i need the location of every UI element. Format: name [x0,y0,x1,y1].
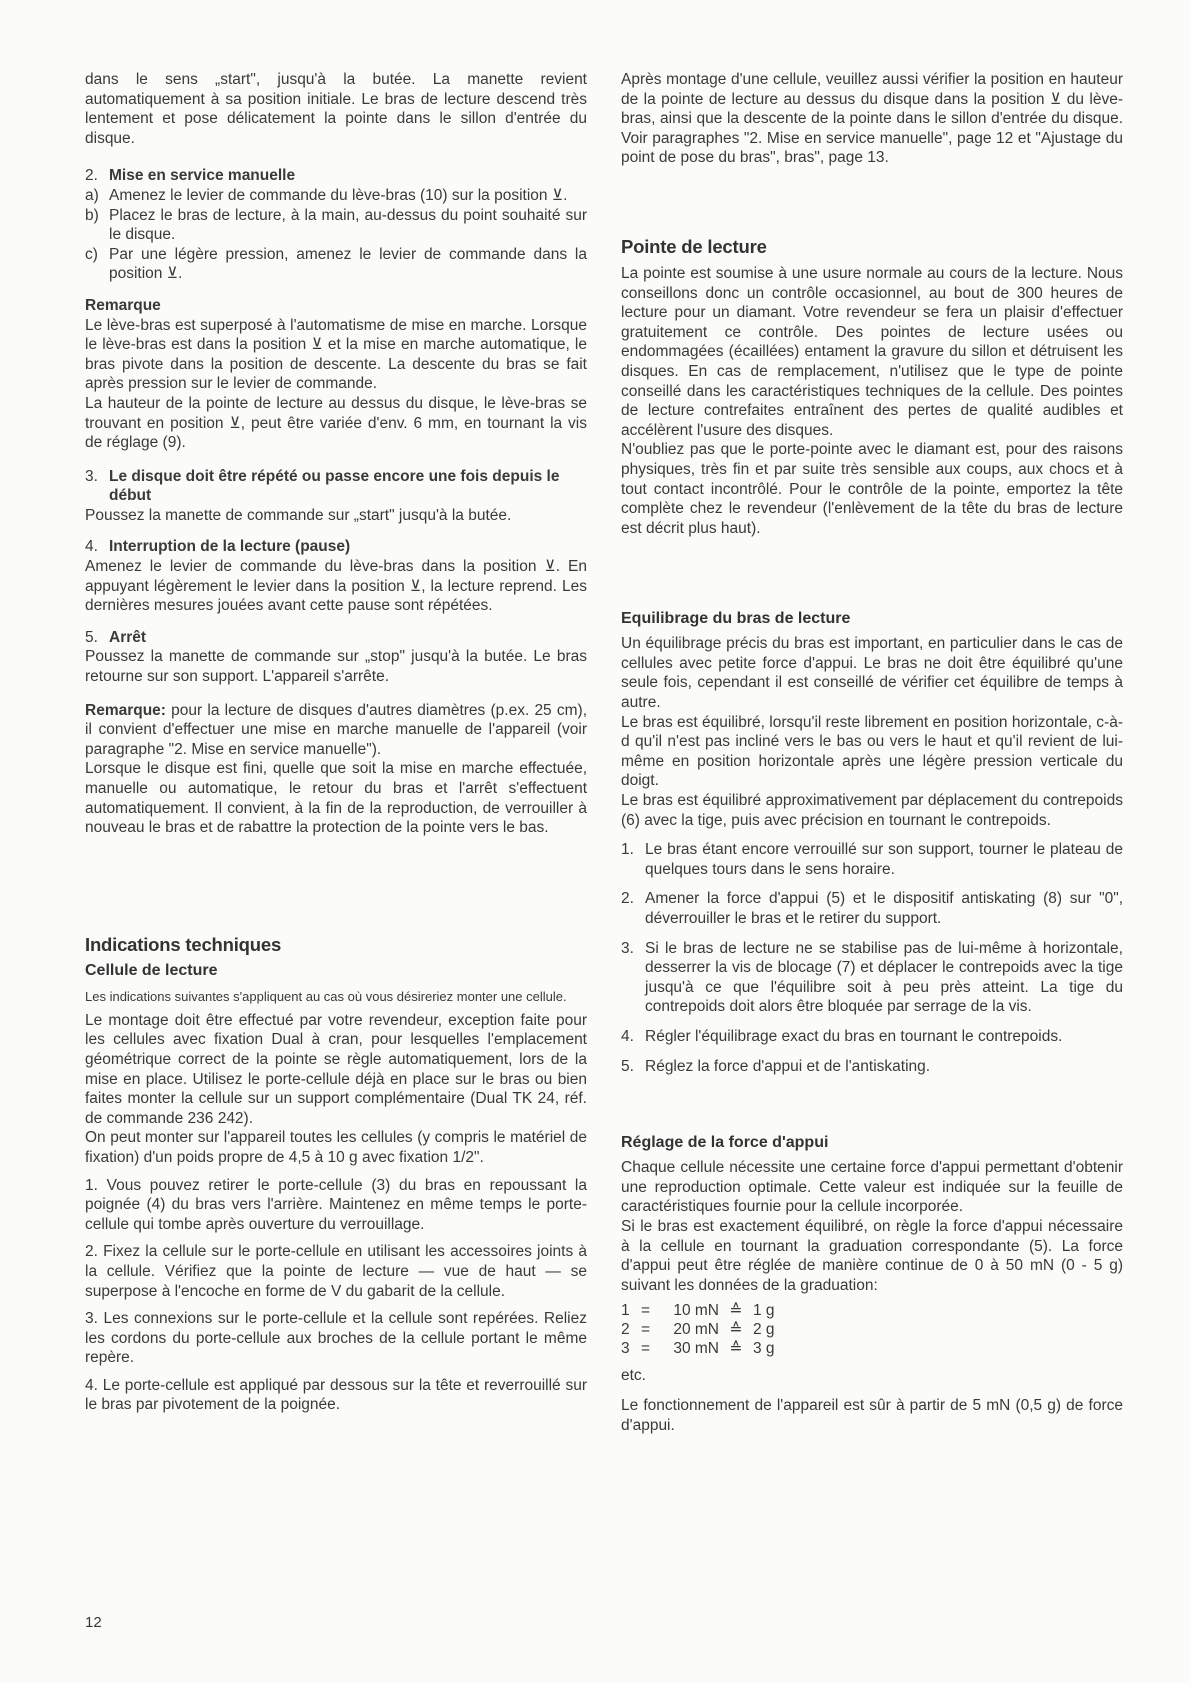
table-cell: = [641,1302,651,1320]
list-marker: b) [85,206,99,224]
section-pause [85,537,587,557]
force-paragraph: Le fonctionnement de l'appareil est sûr à partir de 5 mN (0,5 g) de force d'appui. [621,1396,1123,1434]
list-marker: c) [85,245,98,263]
intro-paragraph: dans le sens „start", jusqu'à la butée. La manette revient automatiquement à sa position initiale. Le bras de lecture descend très lentement et pose délicatement la pointe dans le sillon d'entrée du disque. [85,71,587,147]
equilibrage-steps [621,840,1123,1076]
intro-paragraph: Après montage d'une cellule, veuillez aussi vérifier la position en hauteur de la pointe de lecture au dessus du disque dans la position ⊻ du lève-bras, ainsi que la descente de la pointe dans le sillon d'entrée du disque. Voir paragraphes "2. Mise en service manuelle", page 12 et "Ajustage du point de pose du bras", bras", page 13. [621,71,1123,167]
cellule-step: 3. Les connexions sur le porte-cellule et la cellule sont repérées. Reliez les cordons du porte-cellule aux broches de la cellule portant le même repère. [85,1310,587,1367]
list-text: Régler l'équilibrage exact du bras en tournant le contrepoids. [645,1027,1063,1045]
list-marker: 2. [621,890,634,908]
list-item [85,186,587,206]
table-row [621,1339,1123,1358]
cellule-paragraph: On peut monter sur l'appareil toutes les cellules (y compris le matériel de fixation) d'un poids propre de 4,5 à 10 g avec fixation 1/2". [85,1129,587,1166]
remarque-paragraph: Le lève-bras est superposé à l'automatisme de mise en marche. Lorsque le lève-bras est dans la position ⊻ et la mise en marche automatique, le bras pivote dans la position de descente. La descente du bras se fait après pression sur le levier de commande. [85,316,587,393]
list-text: Par une légère pression, amenez le levier de commande dans la position ⊻. [109,245,587,283]
section-title: Interruption de la lecture (pause) [109,538,351,556]
equilibrage-paragraph: Un équilibrage précis du bras est important, en particulier dans le cas de cellules avec petite force d'appui. Le bras ne doit être équilibré qu'une seule fois, cependant il est conseillé de vérifier cet équilibre de temps à autre. [621,635,1123,712]
table-cell: = [641,1340,651,1358]
cellule-heading: Cellule de lecture [85,961,218,979]
list-item [621,1057,1123,1077]
table-cell: ≙ [729,1302,743,1320]
force-table [621,1301,1123,1358]
remarque-label: Remarque: [85,701,166,719]
list-item [85,245,587,284]
list-item [621,1027,1123,1047]
section-number: 3. [85,467,98,485]
page-number: 12 [85,1614,102,1631]
cellule-step: 4. Le porte-cellule est appliqué par dessous sur la tête et reverrouillé sur le bras par pivotement de la poignée. [85,1376,587,1414]
remarque-heading: Remarque [85,296,161,314]
list-item [621,939,1123,1017]
equilibrage-heading: Equilibrage du bras de lecture [621,610,851,628]
list-text: Si le bras de lecture ne se stabilise pas de lui-même à horizontale, desserrer la vis de blocage (7) et déplacer le contrepoids avec la tige jusqu'à ce que l'équilibre soit à peu près atteint. La tige du contrepoids doit alors être bloquée par serrage de la vis. [645,939,1123,1016]
section-title: Mise en service manuelle [109,167,296,185]
table-cell: 3 [621,1340,630,1358]
list-text: Amener la force d'appui (5) et le dispositif antiskating (8) sur "0", déverrouiller le bras et le retirer du support. [645,890,1123,927]
section-heading [85,166,587,186]
list-marker: 1. [621,841,634,859]
section-title: Le disque doit être répété ou passe encore une fois depuis le début [109,467,560,505]
table-cell: 3 g [753,1340,775,1358]
remarque-text: pour la lecture de disques d'autres diamètres (p.ex. 25 cm), il convient d'effectuer une mise en marche manuelle de l'appareil (voir paragraphe "2. Mise en service manuelle"). [85,701,587,758]
right-column [621,70,1123,1435]
table-cell: ≙ [729,1321,743,1339]
table-cell: 30 mN [673,1340,719,1358]
cellule-step: 1. Vous pouvez retirer le porte-cellule (3) du bras en repoussant la poignée (4) du bras vers l'arrière. Maintenez en même temps le porte-cellule qui tombe après ouverture du verrouillage. [85,1176,587,1233]
cellule-paragraph: Le montage doit être effectué par votre revendeur, exception faite pour les cellules avec fixation Dual à cran, pour lesquelles l'emplacement géométrique correct de la pointe se règle automatiquement, lors de la mise en place. Utilisez le porte-cellule déjà en place sur le bras ou bien faites monter la cellule sur un support complémentaire (Dual TK 24, réf. de commande 236 242). [85,1011,587,1127]
equilibrage-paragraph: Le bras est équilibré, lorsqu'il reste librement en position horizontale, c-à-d qu'il n'est pas incliné vers le bas ou vers le haut et qu'il revient de lui-même en position horizontale après une légère pression verticale du doigt. [621,713,1123,790]
table-row [621,1320,1123,1339]
section-number: 4. [85,538,98,556]
table-cell: 20 mN [673,1321,719,1339]
list-text: Amenez le levier de commande du lève-bras (10) sur la position ⊻. [109,186,568,204]
list-text: Réglez la force d'appui et de l'antiskating. [645,1057,931,1075]
left-column [85,70,587,1415]
force-paragraph: Si le bras est exactement équilibré, on règle la force d'appui nécessaire à la cellule en tournant la graduation correspondante (5). La force d'appui peut être réglée de manière continue de 0 à 50 mN (0 - 5 g) suivant les données de la graduation: [621,1217,1123,1294]
list-text: Placez le bras de lecture, à la main, au-dessus du point souhaité sur le disque. [109,206,587,244]
remarque-paragraph: Lorsque le disque est fini, quelle que soit la mise en marche effectuée, manuelle ou automatique, le retour du bras et l'arrêt s'effectuent automatiquement. Il convient, à la fin de la reproduction, de verrouiller à nouveau le bras et de rabattre la protection de la pointe vers le bas. [85,760,587,837]
section-number: 5. [85,628,98,646]
etc-text: etc. [621,1367,646,1385]
section-heading [85,537,587,557]
list-marker: 5. [621,1057,634,1075]
list-text: Le bras étant encore verrouillé sur son support, tourner le plateau de quelques tours dans le sens horaire. [645,841,1123,878]
list-marker: 3. [621,939,634,957]
tech-heading: Indications techniques [85,933,282,955]
cellule-note: Les indications suivantes s'appliquent au cas où vous désireriez monter une cellule. [85,988,567,1004]
table-cell: 2 [621,1321,630,1339]
list-item [621,889,1123,928]
pointe-heading: Pointe de lecture [621,235,767,257]
section-heading [85,467,587,506]
table-cell: ≙ [729,1340,743,1358]
table-cell: 2 g [753,1321,775,1339]
list-marker: a) [85,186,99,204]
table-cell: 10 mN [673,1302,719,1320]
list-item [85,206,587,245]
cellule-step: 2. Fixez la cellule sur le porte-cellule en utilisant les accessoires joints à la cellule. Vérifiez que la pointe de lecture — vue de haut — se superpose à l'encoche en forme de V du gabarit de la cellule. [85,1243,587,1300]
section-arret [85,628,587,648]
section-repeat [85,467,587,506]
pointe-paragraph: La pointe est soumise à une usure normale au cours de la lecture. Nous conseillons donc un contrôle occasionnel, au bout de 300 heures de lecture pour un diamant. Votre revendeur se fera un plaisir d'effectuer gratuitement ce contrôle. Des pointes de lecture usées ou endommagées (écaillées) entament la gravure du sillon et détruisent les disques. En cas de remplacement, n'utilisez que le type de pointe conseillé dans les caractéristiques techniques de la cellule. Des pointes de lecture contrefaites entraînent des pertes de qualité audibles et accélèrent l'usure des disques. [621,264,1123,439]
pointe-paragraph: N'oubliez pas que le porte-pointe avec le diamant est, pour des raisons physiques, très fin et par suite très sensible aux coups, aux chocs et à tout contact incontrôlé. Pour le contrôle de la pointe, emportez la tête complète chez le revendeur (l'enlèvement de la tête du bras de lecture est décrit plus haut). [621,441,1123,537]
table-cell: 1 g [753,1302,775,1320]
equilibrage-paragraph: Le bras est équilibré approximativement par déplacement du contrepoids (6) avec la tige, puis avec précision en tournant le contrepoids. [621,792,1123,829]
section-text: Poussez la manette de commande sur „start" jusqu'à la butée. [85,506,512,524]
section-mise-en-service-manuelle [85,166,587,284]
force-paragraph: Chaque cellule nécessite une certaine force d'appui permettant d'obtenir une reproduction optimale. Cette valeur est indiquée sur la feuille de caractéristiques fournie pour la cellule incorporée. [621,1159,1123,1216]
section-text: Amenez le levier de commande du lève-bras dans la position ⊻. En appuyant légèrement le levier dans la position ⊻, la lecture reprend. Les dernières mesures jouées avant cette pause sont répétées. [85,558,587,615]
section-heading [85,628,587,648]
table-cell: = [641,1321,651,1339]
remarque-note [85,701,587,760]
section-number: 2. [85,167,98,185]
remarque-paragraph: La hauteur de la pointe de lecture au dessus du disque, le lève-bras se trouvant en position ⊻, peut être variée d'env. 6 mm, en tournant la vis de réglage (9). [85,394,587,452]
section-title: Arrêt [109,628,147,646]
table-cell: 1 [621,1302,630,1320]
table-row [621,1301,1123,1320]
force-heading: Réglage de la force d'appui [621,1134,829,1152]
list-marker: 4. [621,1027,634,1045]
section-text: Poussez la manette de commande sur „stop" jusqu'à la butée. Le bras retourne sur son support. L'appareil s'arrête. [85,648,587,686]
list-item [621,840,1123,879]
